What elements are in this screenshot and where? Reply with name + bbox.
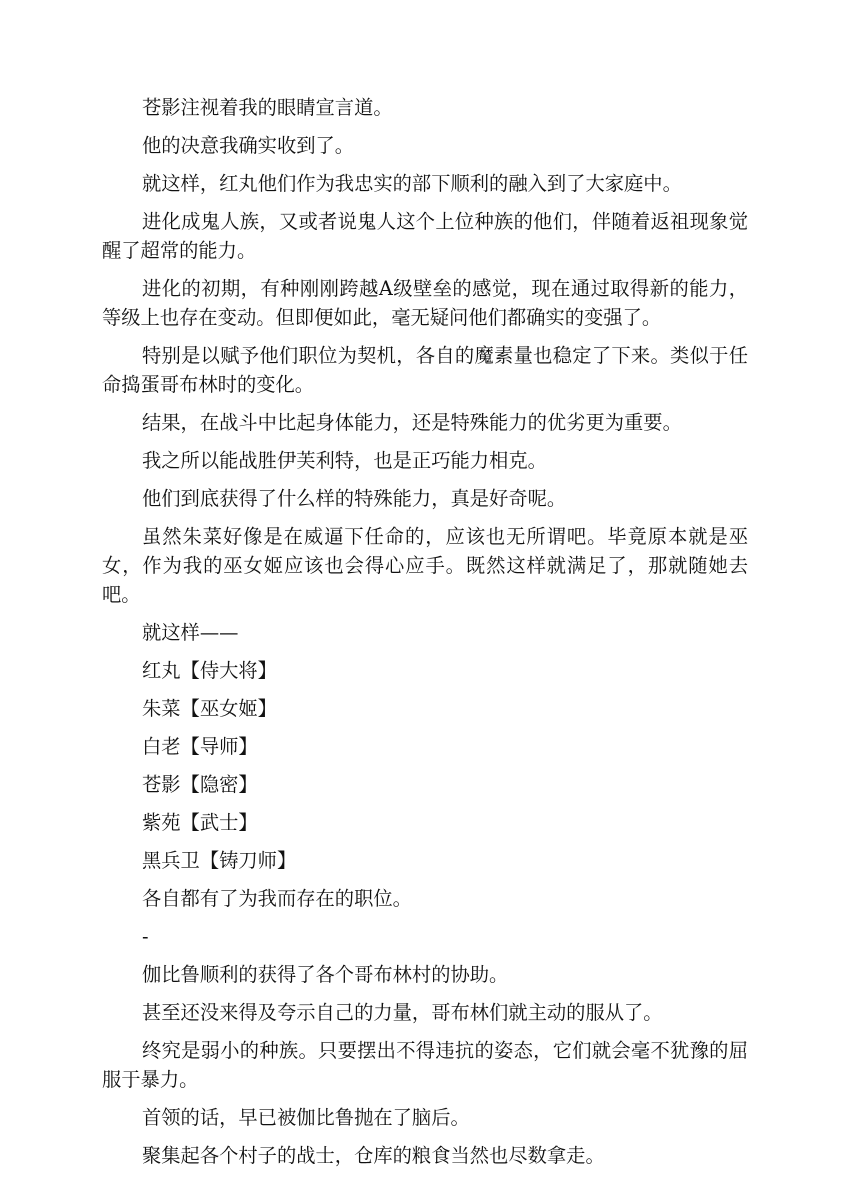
position-list-item: 朱菜【巫女姬】 [142, 697, 277, 720]
paragraph: 首领的话，早已被伽比鲁抛在了脑后。 [142, 1106, 470, 1129]
paragraph: 就这样，红丸他们作为我忠实的部下顺利的融入到了大家庭中。 [142, 172, 682, 195]
paragraph: 虽然朱菜好像是在威逼下任命的，应该也无所谓吧。毕竟原本就是巫女，作为我的巫女姬应该也会得心应手。既然这样就满足了，那就随她去吧。 [102, 525, 748, 606]
paragraph: 终究是弱小的种族。只要摆出不得违抗的姿态，它们就会毫不犹豫的屈服于暴力。 [102, 1039, 748, 1091]
position-list-item: 红丸【侍大将】 [142, 659, 277, 682]
paragraph: 结果，在战斗中比起身体能力，还是特殊能力的优劣更为重要。 [142, 411, 682, 434]
paragraph: 聚集起各个村子的战士，仓库的粮食当然也尽数拿走。 [142, 1144, 605, 1167]
position-list-item: 苍影【隐密】 [142, 773, 258, 796]
section-separator: - [142, 925, 149, 948]
paragraph: 他的决意我确实收到了。 [142, 134, 355, 157]
paragraph: 就这样—— [142, 621, 239, 644]
paragraph: 特别是以赋予他们职位为契机，各自的魔素量也稳定了下来。类似于任命捣蛋哥布林时的变化。 [102, 344, 748, 396]
paragraph: 各自都有了为我而存在的职位。 [142, 887, 412, 910]
paragraph: 苍影注视着我的眼睛宣言道。 [142, 96, 393, 119]
position-list-item: 白老【导师】 [142, 735, 258, 758]
position-list-item: 紫苑【武士】 [142, 811, 258, 834]
paragraph: 我之所以能战胜伊芙利特，也是正巧能力相克。 [142, 449, 547, 472]
position-list-item: 黑兵卫【铸刀师】 [142, 849, 297, 872]
paragraph: 甚至还没来得及夸示自己的力量，哥布林们就主动的服从了。 [142, 1001, 663, 1024]
paragraph: 进化成鬼人族，又或者说鬼人这个上位种族的他们，伴随着返祖现象觉醒了超常的能力。 [102, 210, 748, 262]
paragraph: 他们到底获得了什么样的特殊能力，真是好奇呢。 [142, 487, 567, 510]
document-page [102, 93, 748, 1179]
paragraph: 进化的初期，有种刚刚跨越A级壁垒的感觉，现在通过取得新的能力，等级上也存在变动。但即便如此，毫无疑问他们都确实的变强了。 [102, 277, 748, 329]
paragraph: 伽比鲁顺利的获得了各个哥布林村的协助。 [142, 963, 509, 986]
